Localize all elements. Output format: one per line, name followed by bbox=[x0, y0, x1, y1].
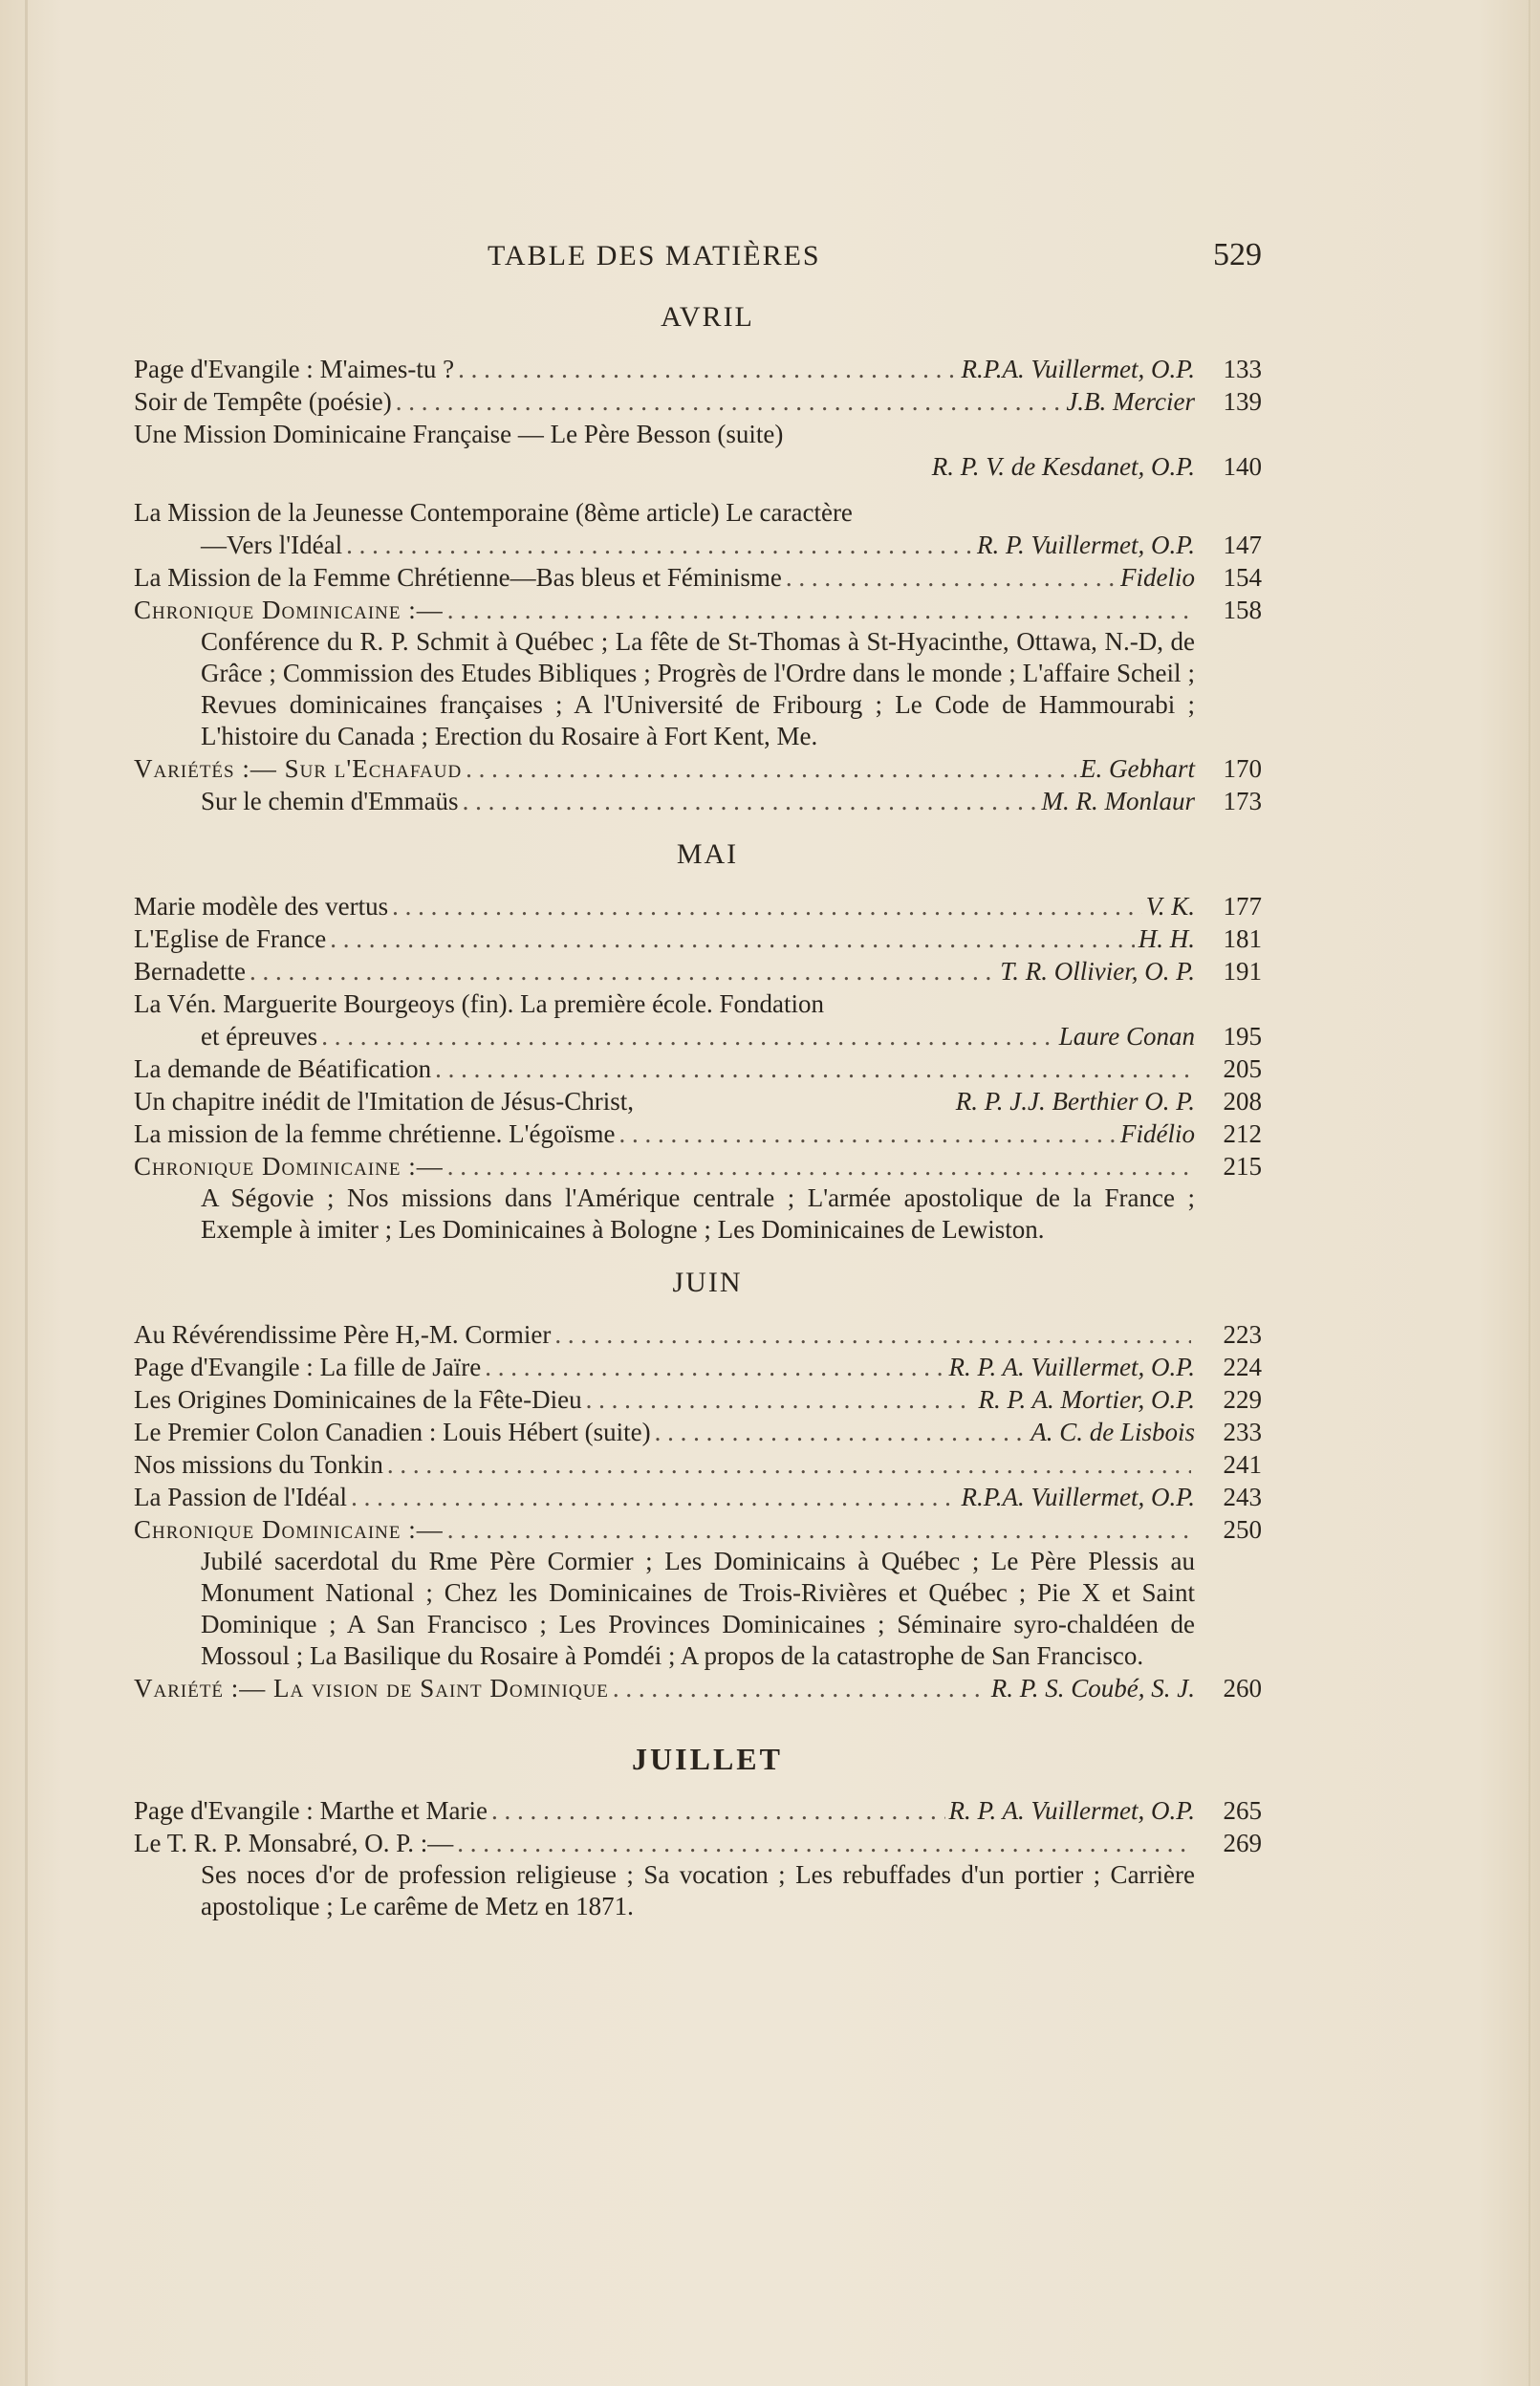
section-mai bbox=[134, 838, 1281, 1246]
entry-page: 147 bbox=[1223, 531, 1262, 559]
entry-author: A. C. de Lisbois bbox=[1030, 1418, 1195, 1446]
entry-author: R. P. V. de Kesdanet, O.P. bbox=[931, 452, 1195, 481]
toc-entry bbox=[134, 1085, 1262, 1117]
toc-entry bbox=[134, 752, 1262, 785]
toc-entry bbox=[134, 1794, 1262, 1827]
entry-title: Une Mission Dominicaine Française — Le Père Besson (suite) bbox=[134, 420, 784, 448]
toc-entry bbox=[134, 353, 1262, 385]
table-of-contents bbox=[134, 239, 1281, 1922]
entry-title: Bernadette bbox=[134, 957, 246, 986]
toc-entry bbox=[134, 594, 1262, 626]
entry-title: La mission de la femme chrétienne. L'égoïsme bbox=[134, 1119, 616, 1148]
entry-page: 170 bbox=[1223, 754, 1262, 783]
entry-page: 173 bbox=[1223, 787, 1262, 815]
entry-title: Marie modèle des vertus bbox=[134, 892, 389, 921]
chronique-text: A Ségovie ; Nos missions dans l'Amérique centrale ; L'armée apostolique de la France ; Exemple à imiter ; Les Dominicaines à Bologne ; Les Dominicaines de Lewiston. bbox=[201, 1183, 1195, 1244]
toc-entry bbox=[134, 1052, 1262, 1085]
entry-title: Variétés :— Sur l'Echafaud bbox=[134, 754, 463, 783]
entry-page: 139 bbox=[1223, 387, 1262, 416]
entry-title: Au Révérendissime Père H,-M. Cormier bbox=[134, 1320, 552, 1349]
section-heading: JUILLET bbox=[632, 1742, 783, 1776]
entry-title: Soir de Tempête (poésie) bbox=[134, 387, 392, 416]
entry-title: Chronique Dominicaine :— bbox=[134, 596, 444, 624]
entry-author: R. P. J.J. Berthier O. P. bbox=[955, 1087, 1195, 1116]
header-title: TABLE DES MATIÈRES bbox=[488, 240, 821, 271]
toc-entry bbox=[134, 418, 1262, 450]
toc-entry bbox=[134, 1481, 1262, 1513]
toc-entry bbox=[134, 1672, 1262, 1704]
entry-author: R. P. A. Vuillermet, O.P. bbox=[948, 1796, 1195, 1825]
entry-page: 233 bbox=[1223, 1418, 1262, 1446]
section-juillet bbox=[134, 1743, 1281, 1922]
page-edge bbox=[1529, 0, 1530, 2386]
entry-title: Chronique Dominicaine :— bbox=[134, 1152, 444, 1181]
header-page-number: 529 bbox=[1213, 237, 1262, 272]
chronique-text: Ses noces d'or de profession religieuse ; Sa vocation ; Les rebuffades d'un portier ; Carrière apostolique ; Le carême de Metz en 1871. bbox=[201, 1860, 1195, 1920]
entry-page: 140 bbox=[1223, 452, 1262, 481]
entry-title: Page d'Evangile : La fille de Jaïre bbox=[134, 1353, 482, 1381]
entry-title: La Mission de la Femme Chrétienne—Bas bleus et Féminisme bbox=[134, 563, 782, 592]
entry-title: Le T. R. P. Monsabré, O. P. :— bbox=[134, 1829, 454, 1857]
toc-entry bbox=[134, 529, 1262, 561]
entry-title: Nos missions du Tonkin bbox=[134, 1450, 383, 1479]
entry-page: 224 bbox=[1223, 1353, 1262, 1381]
section-juin bbox=[134, 1267, 1281, 1704]
entry-author: T. R. Ollivier, O. P. bbox=[1000, 957, 1195, 986]
entry-page: 269 bbox=[1223, 1829, 1262, 1857]
toc-entry bbox=[134, 1416, 1262, 1448]
section-heading: AVRIL bbox=[661, 301, 754, 333]
toc-entry bbox=[134, 1827, 1262, 1859]
entry-page: 205 bbox=[1223, 1054, 1262, 1083]
toc-entry bbox=[134, 1020, 1262, 1052]
entry-page: 208 bbox=[1223, 1087, 1262, 1116]
entry-page: 195 bbox=[1223, 1022, 1262, 1051]
section-avril bbox=[134, 301, 1281, 817]
section-heading: MAI bbox=[676, 838, 739, 870]
entry-page: 243 bbox=[1223, 1483, 1262, 1511]
entry-author: M. R. Monlaur bbox=[1041, 787, 1195, 815]
toc-entry bbox=[134, 1318, 1262, 1351]
entry-page: 223 bbox=[1223, 1320, 1262, 1349]
entry-page: 177 bbox=[1223, 892, 1262, 921]
toc-entry bbox=[134, 385, 1262, 418]
toc-entry bbox=[134, 987, 1262, 1020]
toc-entry bbox=[134, 955, 1262, 987]
entry-author: J.B. Mercier bbox=[1066, 387, 1195, 416]
entry-author: R.P.A. Vuillermet, O.P. bbox=[961, 1483, 1195, 1511]
entry-page: 133 bbox=[1223, 355, 1262, 383]
entry-author: Fidelio bbox=[1120, 563, 1195, 592]
entry-title: —Vers l'Idéal bbox=[201, 531, 343, 559]
toc-entry bbox=[134, 450, 1262, 483]
entry-author: Fidélio bbox=[1120, 1119, 1195, 1148]
entry-author: V. K. bbox=[1145, 892, 1195, 921]
entry-title: Page d'Evangile : Marthe et Marie bbox=[134, 1796, 488, 1825]
entry-author: R. P. A. Mortier, O.P. bbox=[978, 1385, 1195, 1414]
entry-author: Laure Conan bbox=[1058, 1022, 1195, 1051]
entry-title: Les Origines Dominicaines de la Fête-Dieu bbox=[134, 1385, 582, 1414]
entry-page: 241 bbox=[1223, 1450, 1262, 1479]
entry-title: L'Eglise de France bbox=[134, 924, 327, 953]
entry-title: Le Premier Colon Canadien : Louis Hébert (suite) bbox=[134, 1418, 651, 1446]
toc-entry bbox=[134, 922, 1262, 955]
running-header bbox=[488, 239, 1262, 272]
toc-entry bbox=[134, 1150, 1262, 1182]
toc-entry bbox=[134, 496, 1262, 529]
entry-page: 212 bbox=[1223, 1119, 1262, 1148]
toc-entry bbox=[134, 1383, 1262, 1416]
toc-entry bbox=[134, 785, 1262, 817]
entry-page: 260 bbox=[1223, 1674, 1262, 1703]
entry-page: 154 bbox=[1223, 563, 1262, 592]
section-heading: JUIN bbox=[672, 1267, 743, 1298]
entry-page: 191 bbox=[1223, 957, 1262, 986]
toc-entry bbox=[134, 1351, 1262, 1383]
entry-page: 181 bbox=[1223, 924, 1262, 953]
chronique-text: Jubilé sacerdotal du Rme Père Cormier ; Les Dominicains à Québec ; Le Père Plessis au Monument National ; Chez les Dominicaines de Trois-Rivières et Québec ; Pie X et Saint Dominique ; A San Francisco ; Les Provinces Dominicaines ; Séminaire syro-chaldéen de Mossoul ; La Basilique du Rosaire à Pomdéi ; A propos de la catastrophe de San Francisco. bbox=[201, 1547, 1195, 1670]
entry-title: Sur le chemin d'Emmaüs bbox=[201, 787, 459, 815]
entry-author: H. H. bbox=[1138, 924, 1195, 953]
toc-entry bbox=[134, 561, 1262, 594]
entry-author: R. P. S. Coubé, S. J. bbox=[990, 1674, 1195, 1703]
entry-title: et épreuves bbox=[201, 1022, 318, 1051]
entry-page: 229 bbox=[1223, 1385, 1262, 1414]
entry-title: Page d'Evangile : M'aimes-tu ? bbox=[134, 355, 455, 383]
toc-entry bbox=[134, 890, 1262, 922]
entry-title: La Mission de la Jeunesse Contemporaine (8ème article) Le caractère bbox=[134, 498, 853, 527]
entry-author: E. Gebhart bbox=[1080, 754, 1195, 783]
chronique-text: Conférence du R. P. Schmit à Québec ; La fête de St-Thomas à St-Hyacinthe, Ottawa, N.-D, de Grâce ; Commission des Etudes Bibliques ; Progrès de l'Ordre dans le monde ; L'affaire Scheil ; Revues dominicaines françaises ; A l'Université de Fribourg ; Le Code de Hammourabi ; L'histoire du Canada ; Erection du Rosaire à Fort Kent, Me. bbox=[201, 627, 1195, 750]
entry-author: R.P.A. Vuillermet, O.P. bbox=[961, 355, 1195, 383]
entry-author: R. P. A. Vuillermet, O.P. bbox=[948, 1353, 1195, 1381]
entry-title: La Vén. Marguerite Bourgeoys (fin). La première école. Fondation bbox=[134, 989, 825, 1018]
entry-title: Chronique Dominicaine :— bbox=[134, 1515, 444, 1544]
entry-page: 158 bbox=[1223, 596, 1262, 624]
entry-page: 265 bbox=[1223, 1796, 1262, 1825]
entry-title: La demande de Béatification bbox=[134, 1054, 432, 1083]
entry-page: 250 bbox=[1223, 1515, 1262, 1544]
entry-author: R. P. Vuillermet, O.P. bbox=[977, 531, 1195, 559]
binding-edge bbox=[25, 0, 28, 2386]
entry-page: 215 bbox=[1223, 1152, 1262, 1181]
entry-title: La Passion de l'Idéal bbox=[134, 1483, 348, 1511]
entry-title: Un chapitre inédit de l'Imitation de Jésus-Christ, bbox=[134, 1087, 635, 1116]
toc-entry bbox=[134, 1513, 1262, 1546]
toc-entry bbox=[134, 1448, 1262, 1481]
toc-entry bbox=[134, 1117, 1262, 1150]
entry-title: Variété :— La vision de Saint Dominique bbox=[134, 1674, 609, 1703]
